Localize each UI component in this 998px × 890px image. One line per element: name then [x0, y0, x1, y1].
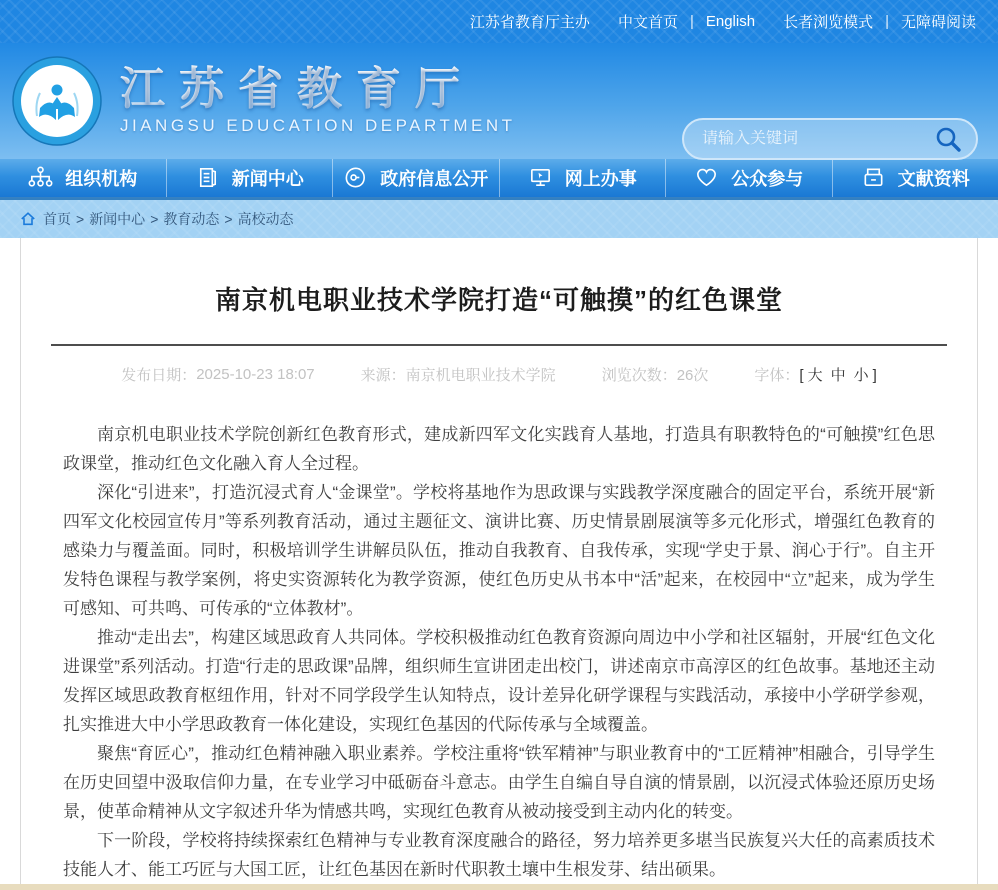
breadcrumb-education-news[interactable]: 教育动态	[163, 211, 220, 228]
link-chinese-home[interactable]: 中文首页	[617, 13, 678, 31]
search-icon	[934, 141, 962, 156]
topbar-separator: |	[885, 12, 889, 30]
nav-item-news-center[interactable]	[167, 159, 334, 198]
nav-item-public-participation[interactable]	[666, 159, 833, 198]
article-paragraph: 南京机电职业技术学院创新红色教育形式，建成新四军文化实践育人基地，打造具有职教特色的“可触摸”红色思政课堂，推动红色文化融入育人全过程。	[63, 425, 935, 473]
nav-label: 网上办事	[564, 168, 637, 189]
link-english[interactable]: English	[705, 12, 756, 30]
site-header	[0, 43, 998, 159]
archive-icon	[861, 165, 886, 190]
topbar-separator: |	[689, 12, 694, 30]
font-size-switcher	[754, 364, 876, 385]
search-input[interactable]	[702, 130, 934, 148]
sitemap-icon	[28, 165, 53, 190]
article-body	[21, 385, 977, 884]
breadcrumb-university-news[interactable]: 高校动态	[237, 211, 294, 228]
site-title-block	[120, 65, 516, 136]
nav-item-online-services[interactable]	[500, 159, 667, 198]
nav-label: 组织机构	[65, 168, 138, 189]
footer-top-strip	[0, 884, 998, 890]
home-icon	[20, 211, 36, 227]
article-paragraph: 聚焦“育匠心”，推动红色精神融入职业素养。学校注重将“铁军精神”与职业教育中的“工匠精神”相融合，引导学生在历史回望中汲取信仰力量，在专业学习中砥砺奋斗意志。由学生自编自导自演的情景剧，以沉浸式体验还原历史场景，使革命精神从文字叙述升华为情感共鸣，实现红色教育从被动接受到主动内化的转变。	[63, 744, 935, 821]
nav-item-gov-info-disclosure[interactable]	[333, 159, 500, 198]
site-name-english: JIANGSU EDUCATION DEPARTMENT	[120, 116, 516, 136]
nav-item-documents[interactable]	[833, 159, 998, 198]
department-logo-icon	[12, 56, 102, 146]
breadcrumb-separator: >	[76, 211, 85, 228]
bracket: ]	[872, 367, 877, 384]
font-size-label: 字体：	[754, 367, 800, 384]
breadcrumb	[0, 200, 998, 238]
breadcrumb-separator: >	[224, 211, 233, 228]
info-disclosure-icon	[343, 165, 368, 190]
breadcrumb-news-center[interactable]: 新闻中心	[89, 211, 146, 228]
font-size-medium-button[interactable]: 中	[830, 367, 846, 384]
site-name: 江苏省教育厅	[120, 65, 516, 112]
article-meta	[21, 364, 977, 385]
title-divider	[51, 344, 947, 346]
search-box	[682, 118, 978, 160]
publish-date: 发布日期： 2025-10-23 18:07	[121, 366, 315, 384]
main-content-area	[0, 238, 998, 890]
bracket: [	[799, 367, 804, 384]
nav-label: 文献资料	[897, 168, 970, 189]
link-site-host[interactable]: 江苏省教育厅主办	[469, 13, 590, 31]
main-nav	[0, 159, 998, 201]
article-source: 来源： 南京机电职业技术学院	[360, 367, 556, 384]
view-count: 浏览次数： 26次	[601, 367, 709, 384]
nav-label: 公众参与	[731, 168, 804, 189]
heart-icon	[694, 165, 719, 190]
article-title: 南京机电职业技术学院打造“可触摸”的红色课堂	[214, 285, 783, 315]
link-elder-mode[interactable]: 长者浏览模式	[783, 13, 874, 31]
top-utility-bar	[0, 0, 998, 43]
article-card	[20, 238, 978, 884]
site-branding[interactable]	[0, 56, 516, 146]
nav-label: 新闻中心	[231, 168, 304, 189]
online-service-monitor-icon	[528, 165, 553, 190]
article-paragraph: 深化“引进来”，打造沉浸式育人“金课堂”。学校将基地作为思政课与实践教学深度融合的固定平台，系统开展“新四军文化校园宣传月”等系列教育活动，通过主题征文、演讲比赛、历史情景剧展演等多元化形式，增强红色教育的感染力与覆盖面。同时，积极培训学生讲解员队伍，推动自我教育、自我传承，实现“学史于景、润心于行”。自主开发特色课程与教学案例，将史实资源转化为教学资源，使红色历史从书本中“活”起来，在校园中“立”起来，成为学生可感知、可共鸣、可传承的“立体教材”。	[63, 483, 935, 618]
article-paragraph: 下一阶段，学校将持续探索红色精神与专业教育深度融合的路径，努力培养更多堪当民族复兴大任的高素质技术技能人才、能工巧匠与大国工匠，让红色基因在新时代职教土壤中生根发芽、结出硕果。	[63, 831, 935, 879]
news-document-icon	[195, 165, 220, 190]
search-area	[682, 118, 978, 160]
breadcrumb-separator: >	[150, 211, 159, 228]
font-size-small-button[interactable]: 小	[853, 367, 869, 384]
article-paragraph: 推动“走出去”，构建区域思政育人共同体。学校积极推动红色教育资源向周边中小学和社区辐射，开展“红色文化进课堂”系列活动。打造“行走的思政课”品牌，组织师生宣讲团走出校门，讲述南京市高淳区的红色故事。基地还主动发挥区域思政教育枢纽作用，针对不同学段学生认知特点，设计差异化研学课程与实践活动，承接中小学研学参观，扎实推进大中小学思政教育一体化建设，实现红色基因的代际传承与全域覆盖。	[63, 628, 935, 734]
breadcrumb-home[interactable]: 首页	[43, 211, 71, 228]
nav-label: 政府信息公开	[380, 168, 489, 189]
nav-item-organization[interactable]	[0, 159, 167, 198]
search-button[interactable]	[934, 125, 962, 153]
link-accessibility[interactable]: 无障碍阅读	[900, 13, 976, 31]
font-size-large-button[interactable]: 大	[807, 367, 823, 384]
font-size-controls	[799, 364, 876, 385]
